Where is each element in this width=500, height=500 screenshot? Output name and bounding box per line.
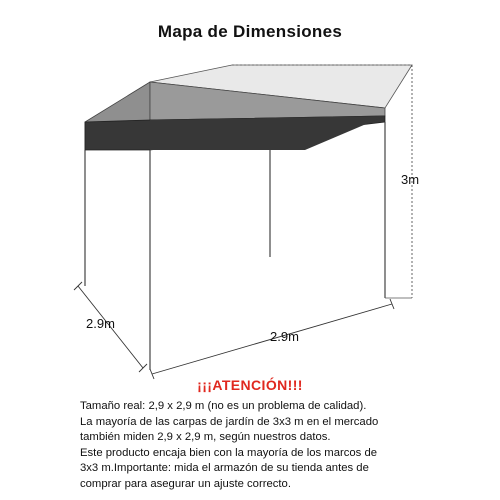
depth-tick-top xyxy=(74,282,82,290)
notes-block xyxy=(80,399,480,493)
attention-heading: ¡¡¡ATENCIÓN!!! xyxy=(197,377,303,393)
note-line: comprar para asegurar un ajuste correcto. xyxy=(80,477,291,490)
note-line: 3x3 m.Importante: mida el armazón de su tienda antes de xyxy=(80,462,369,475)
note-line: Este producto encaja bien con la mayoría de los marcos de xyxy=(80,446,378,459)
depth-tick-bottom xyxy=(139,364,147,372)
width-label: 2.9m xyxy=(270,329,299,344)
note-line: La mayoría de las carpas de jardín de 3x3 m en el mercado xyxy=(80,415,379,428)
note-line: también miden 2,9 x 2,9 m, según nuestros datos. xyxy=(80,431,331,444)
roof-front-lower xyxy=(150,116,385,150)
note-line: Tamaño real: 2,9 x 2,9 m (no es un problema de calidad). xyxy=(80,400,367,412)
height-label: 3m xyxy=(401,172,420,187)
depth-label: 2.9m xyxy=(86,316,115,331)
page-title: Mapa de Dimensiones xyxy=(157,22,343,41)
